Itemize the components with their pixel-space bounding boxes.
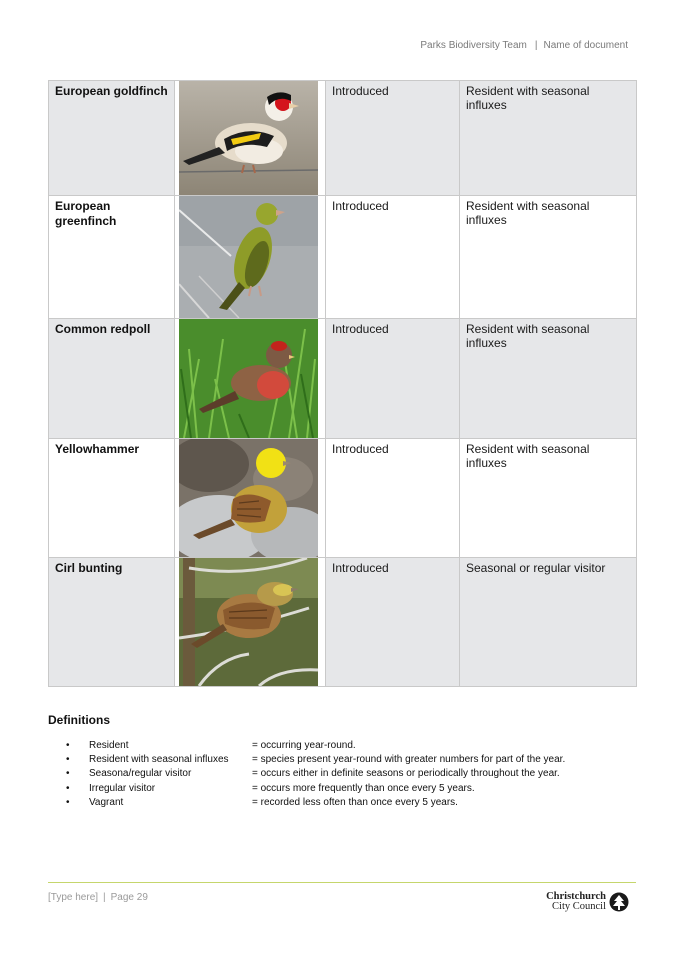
species-status: Introduced bbox=[326, 81, 460, 196]
footer-page-info bbox=[48, 892, 148, 903]
logo-line-2: City Council bbox=[552, 901, 606, 912]
logo-line-1: Christchurch bbox=[546, 891, 606, 902]
definitions-title: Definitions bbox=[48, 713, 110, 727]
definition-text: = species present year-round with greater numbers for part of the year. bbox=[252, 754, 566, 766]
species-status: Introduced bbox=[326, 558, 460, 687]
footer-rule bbox=[48, 882, 636, 883]
page-header bbox=[420, 40, 628, 51]
header-doc-name: Name of document bbox=[543, 40, 628, 51]
species-residency: Seasonal or regular visitor bbox=[460, 558, 637, 687]
species-status: Introduced bbox=[326, 196, 460, 319]
definitions-list bbox=[48, 739, 608, 810]
definition-text: = occurs either in definite seasons or periodically throughout the year. bbox=[252, 768, 560, 780]
bullet-icon: • bbox=[66, 782, 70, 794]
table-row bbox=[49, 439, 637, 558]
species-table bbox=[48, 80, 637, 687]
species-name: Yellowhammer bbox=[49, 439, 175, 558]
bullet-icon: • bbox=[66, 754, 70, 766]
list-item bbox=[48, 739, 608, 753]
species-photo-cell bbox=[175, 196, 326, 319]
definition-text: = occurs more frequently than once every 5 years. bbox=[252, 782, 475, 794]
table-row bbox=[49, 319, 637, 439]
species-photo-cell bbox=[175, 439, 326, 558]
christchurch-logo-icon bbox=[609, 892, 629, 912]
species-name: European greenfinch bbox=[49, 196, 175, 319]
definition-term: Resident with seasonal influxes bbox=[89, 754, 229, 766]
species-residency: Resident with seasonal influxes bbox=[460, 196, 637, 319]
species-name: Common redpoll bbox=[49, 319, 175, 439]
list-item bbox=[48, 782, 608, 796]
common-redpoll-photo bbox=[179, 319, 318, 438]
list-item bbox=[48, 796, 608, 810]
footer-separator: | bbox=[103, 892, 106, 903]
page-number: Page 29 bbox=[110, 892, 148, 903]
footer-placeholder[interactable]: [Type here] bbox=[48, 892, 99, 903]
table-row bbox=[49, 81, 637, 196]
definition-text: = recorded less often than once every 5 years. bbox=[252, 796, 458, 808]
header-separator: | bbox=[534, 40, 538, 51]
species-photo-cell bbox=[175, 81, 326, 196]
definition-term: Resident bbox=[89, 740, 129, 751]
list-item bbox=[48, 753, 608, 767]
table-row bbox=[49, 196, 637, 319]
definition-term: Irregular visitor bbox=[89, 782, 156, 794]
definition-term: Vagrant bbox=[89, 796, 124, 808]
bullet-icon: • bbox=[66, 740, 70, 751]
species-residency: Resident with seasonal influxes bbox=[460, 319, 637, 439]
species-name: European goldfinch bbox=[49, 81, 175, 196]
species-photo-cell bbox=[175, 558, 326, 687]
species-photo-cell bbox=[175, 319, 326, 439]
yellowhammer-photo bbox=[179, 439, 318, 557]
species-residency: Resident with seasonal influxes bbox=[460, 439, 637, 558]
species-status: Introduced bbox=[326, 319, 460, 439]
cirl-bunting-photo bbox=[179, 558, 318, 686]
bullet-icon: • bbox=[66, 768, 70, 780]
bullet-icon: • bbox=[66, 796, 70, 808]
species-status: Introduced bbox=[326, 439, 460, 558]
header-team: Parks Biodiversity Team bbox=[420, 40, 527, 51]
definition-term: Seasona/regular visitor bbox=[89, 768, 192, 780]
council-logo bbox=[546, 892, 629, 912]
definition-text: = occurring year-round. bbox=[252, 740, 356, 751]
table-row bbox=[49, 558, 637, 687]
european-greenfinch-photo bbox=[179, 196, 318, 318]
list-item bbox=[48, 767, 608, 781]
european-goldfinch-photo bbox=[179, 81, 318, 195]
species-name: Cirl bunting bbox=[49, 558, 175, 687]
species-residency: Resident with seasonal influxes bbox=[460, 81, 637, 196]
